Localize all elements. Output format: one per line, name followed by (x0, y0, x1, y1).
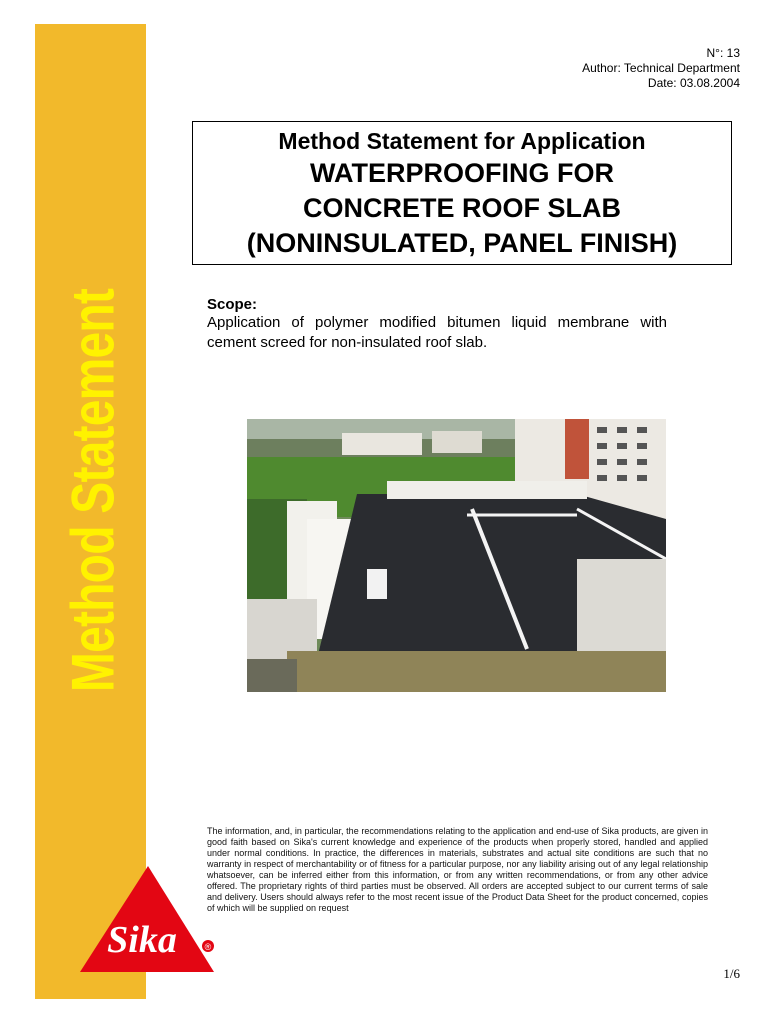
title-line-1: WATERPROOFING FOR (310, 158, 614, 188)
roof-photo (247, 419, 666, 692)
sika-logo-wordmark: Sika (107, 919, 177, 961)
title-line-3: (NONINSULATED, PANEL FINISH) (246, 228, 678, 258)
scope-section (207, 296, 667, 353)
title-line-2: CONCRETE ROOF SLAB (302, 193, 621, 223)
title-box (192, 121, 732, 265)
document-number: N°: 13 (706, 46, 740, 60)
page-number: 1/6 (723, 966, 740, 981)
side-title (48, 265, 138, 715)
roof-photo-image (247, 419, 666, 692)
title-subtitle: Method Statement for Application (278, 128, 646, 154)
document-meta (582, 46, 740, 91)
scope-text: Application of polymer modified bitumen liquid membrane with cement screed for non-insulated roof slab. (207, 314, 667, 351)
sika-logo (78, 862, 218, 977)
registered-mark: ® (204, 942, 212, 952)
scope-heading: Scope: (207, 296, 258, 313)
document-author: Author: Technical Department (582, 61, 740, 75)
document-date: Date: 03.08.2004 (647, 76, 740, 90)
side-title-text: Method Statement (59, 288, 127, 692)
disclaimer-text: The information, and, in particular, the recommendations relating to the application and end-use of Sika products, are given in good faith based on Sika's current knowledge and experience of the products when properly stored, handled and applied under normal conditions. In practice, the differences in materials, substrates and actual site conditions are such that no warranty in respect of merchantability or of fitness for a particular purpose, nor any liability arising out of any legal relationship whatsoever, can be inferred either from this information, or from any written recommendations, or from any other advice offered. The proprietary rights of third parties must be observed. All orders are accepted subject to our current terms of sale and delivery. Users should always refer to the most recent issue of the Product Data Sheet for the product concerned, copies of which will be supplied on request (207, 826, 708, 913)
sika-logo-icon (78, 862, 218, 977)
